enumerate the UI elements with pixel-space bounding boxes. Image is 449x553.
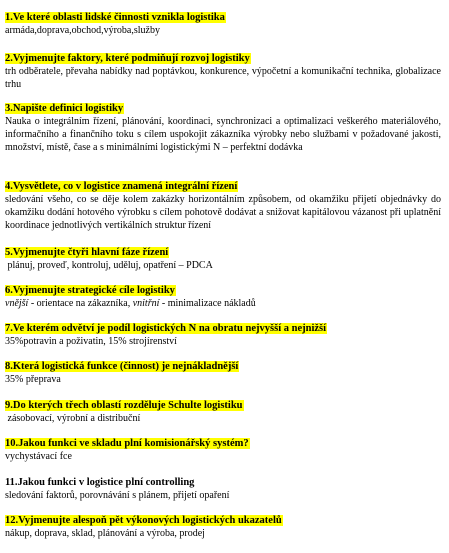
question-block-4 <box>5 181 441 232</box>
answer-text: Nauka o integrálním řízení, plánování, koordinaci, synchronizaci a optimalizaci veškerého materiálového, informačního a finančního toku s cílem uspokojit zákazníka výrobky nebo službami v požadované jakosti, množství, místě, čase a s minimálními logistickými N – perfektní dodávka <box>5 116 441 153</box>
question-heading <box>5 515 441 527</box>
question-block-11 <box>5 477 441 502</box>
question-text: 8.Která logistická funkce (činnost) je nejnákladnější <box>5 361 239 372</box>
question-block-3 <box>5 103 441 154</box>
question-text: 7.Ve kterém odvětví je podíl logistických N na obratu nejvyšší a nejnižší <box>5 323 327 334</box>
question-heading <box>5 12 441 24</box>
question-block-7 <box>5 323 441 348</box>
question-heading <box>5 438 441 450</box>
answer-text: trh odběratele, převaha nabídky nad poptávkou, konkurence, výpočetní a komunikační technika, globalizace trhu <box>5 66 441 90</box>
answer-text <box>5 297 441 310</box>
answer-term-external: vnější <box>5 298 29 309</box>
question-block-9 <box>5 400 441 425</box>
question-heading <box>5 285 441 297</box>
answer-term-internal-desc: - minimalizace nákladů <box>159 298 256 309</box>
question-heading <box>5 247 441 259</box>
question-text: 10.Jakou funkci ve skladu plní komisionářský systém? <box>5 438 249 449</box>
question-text: 12.Vyjmenujte alespoň pět výkonových logistických ukazatelů <box>5 515 282 526</box>
question-text: 1.Ve které oblasti lidské činnosti vznikla logistika <box>5 12 225 23</box>
answer-text: armáda,doprava,obchod,výroba,služby <box>5 25 160 36</box>
question-heading <box>5 323 441 335</box>
question-block-6 <box>5 285 441 310</box>
answer-term-external-desc: - orientace na zákazníka, <box>28 298 133 309</box>
question-block-2 <box>5 53 441 91</box>
question-block-1 <box>5 12 441 37</box>
answer-text: 35% přeprava <box>5 374 61 385</box>
question-heading <box>5 181 441 193</box>
answer-text: plánuj, proveď, kontroluj, uděluj, opatření – PDCA <box>5 260 213 271</box>
answer-text: nákup, doprava, sklad, plánování a výroba, prodej <box>5 528 205 539</box>
question-text: 4.Vysvětlete, co v logistice znamená integrální řízení <box>5 181 238 192</box>
question-text: 3.Napište definici logistiky <box>5 103 124 114</box>
answer-text: 35%potravin a poživatin, 15% strojírenství <box>5 336 177 347</box>
question-heading <box>5 53 441 65</box>
question-block-12 <box>5 515 441 540</box>
question-block-5 <box>5 247 441 272</box>
question-heading <box>5 103 441 115</box>
question-text: 5.Vyjmenujte čtyři hlavní fáze řízení <box>5 247 169 258</box>
question-block-8 <box>5 361 441 386</box>
question-heading <box>5 477 441 489</box>
question-block-10 <box>5 438 441 463</box>
question-text: 9.Do kterých třech oblastí rozděluje Schulte logistiku <box>5 400 243 411</box>
answer-text: vychystávací fce <box>5 451 72 462</box>
answer-term-internal: vnitřní <box>132 298 160 309</box>
answer-text: zásobovací, výrobní a distribuční <box>5 413 141 424</box>
question-heading <box>5 400 441 412</box>
question-heading <box>5 361 441 373</box>
answer-text: sledování všeho, co se děje kolem zakázky horizontálním způsobem, od okamžiku přijetí objednávky do okamžiku dodání hotového výrobku s cílem pohotově dodávat a snižovat kapitálovou vázanost při uplatnění koordinace jednotlivých vertikálních struktur řízení <box>5 194 441 231</box>
question-text: 2.Vyjmenujte faktory, které podmiňují rozvoj logistiky <box>5 53 250 64</box>
question-text: 6.Vyjmenujte strategické cíle logistiky <box>5 285 175 296</box>
answer-text: sledování faktorů, porovnávání s plánem, přijetí opaření <box>5 490 230 501</box>
question-text: 11.Jakou funkci v logistice plní controlling <box>5 477 195 488</box>
